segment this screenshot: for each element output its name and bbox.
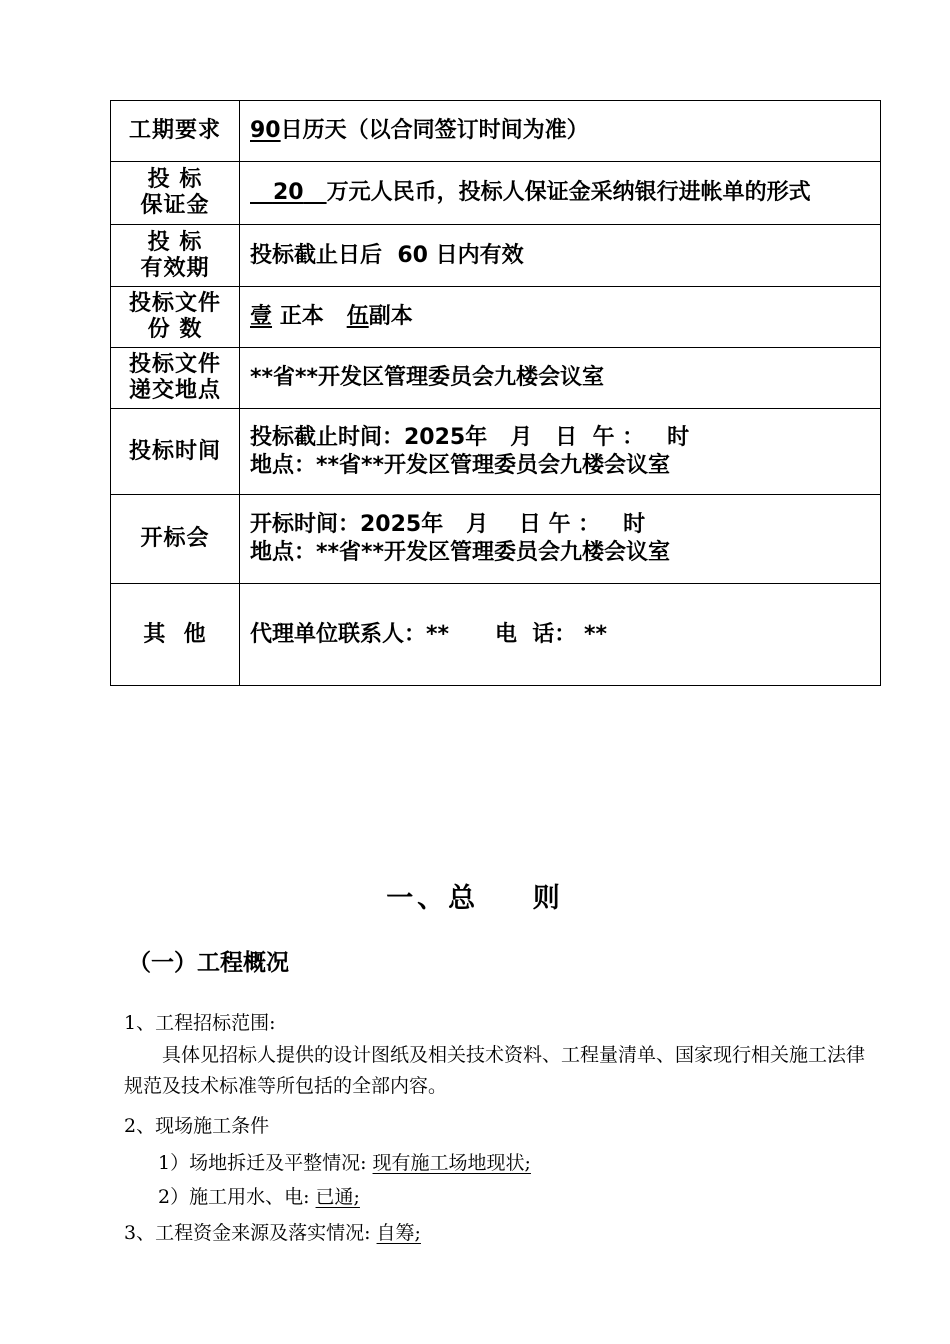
table-row [111, 584, 881, 686]
table-row [111, 495, 881, 584]
item2-2: 2）施工用水、电: 已通; [158, 1186, 360, 1208]
table-row [111, 225, 881, 287]
row-label: 投 标 有效期 [111, 225, 240, 287]
row-value: 90日历天（以合同签订时间为准） [240, 101, 881, 162]
row-label: 开标会 [111, 495, 240, 584]
row-label: 投 标 保证金 [111, 162, 240, 225]
row-value: 壹 正本 伍副本 [240, 287, 881, 348]
row-label: 投标文件 份 数 [111, 287, 240, 348]
row-value: 代理单位联系人：** 电 话： ** [240, 584, 881, 686]
table-row [111, 101, 881, 162]
item3: 3、工程资金来源及落实情况: 自筹; [124, 1222, 421, 1244]
subsection-title: （一）工程概况 [128, 950, 289, 976]
item1-text: 具体见招标人提供的设计图纸及相关技术资料、工程量清单、国家现行相关施工法律规范及技术标准等所包括的全部内容。 [124, 1044, 866, 1097]
row-label: 工期要求 [111, 101, 240, 162]
row-value: 投标截止时间：2025年 月 日 午 ： 时 地点：**省**开发区管理委员会九楼会议室 [240, 409, 881, 495]
section-title: 一、总 则 [386, 883, 564, 914]
item1-title: 1、工程招标范围: [124, 1012, 276, 1034]
table-row [111, 162, 881, 225]
bid-info-table [110, 100, 881, 686]
item2-title: 2、现场施工条件 [124, 1115, 270, 1137]
table-row [111, 348, 881, 409]
row-value: 20 万元人民币，投标人保证金采纳银行进帐单的形式 [240, 162, 881, 225]
row-value: **省**开发区管理委员会九楼会议室 [240, 348, 881, 409]
row-value: 开标时间：2025年 月 日 午 ： 时 地点：**省**开发区管理委员会九楼会议室 [240, 495, 881, 584]
row-value: 投标截止日后 60 日内有效 [240, 225, 881, 287]
table-row [111, 409, 881, 495]
row-label: 投标文件 递交地点 [111, 348, 240, 409]
item2-1: 1）场地拆迁及平整情况: 现有施工场地现状; [158, 1152, 531, 1174]
table-row [111, 287, 881, 348]
row-label: 其 他 [111, 584, 240, 686]
row-label: 投标时间 [111, 409, 240, 495]
